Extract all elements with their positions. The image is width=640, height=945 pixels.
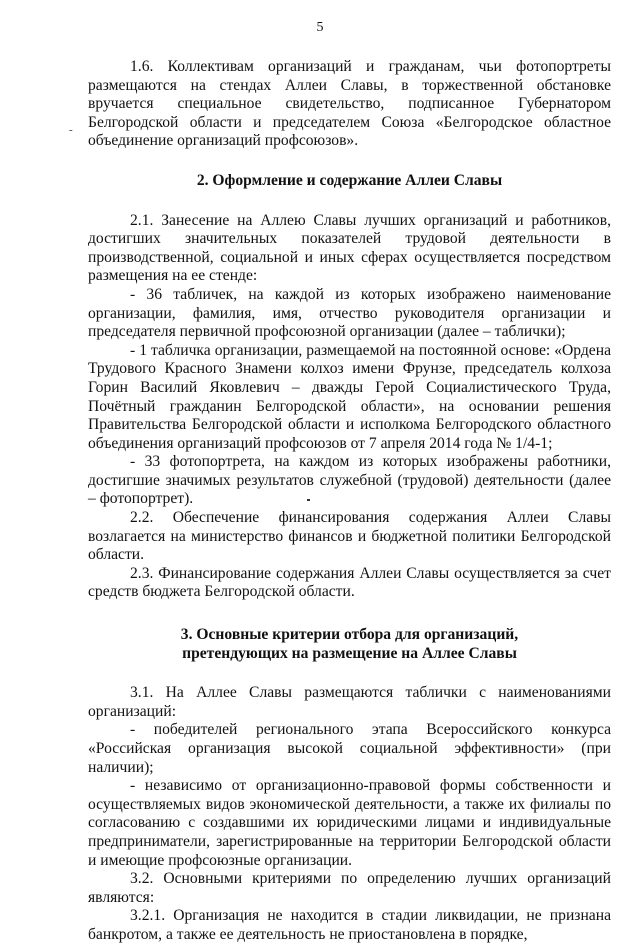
- margin-mark: -: [69, 124, 73, 136]
- section-3-heading-line-2: претендующих на размещение на Аллее Славы: [182, 644, 517, 662]
- paragraph-3-2-1: 3.2.1. Организация не находится в стадии ликвидации, не признана банкротом, а также ее деятельность не приостановлена в порядке,: [88, 907, 611, 943]
- section-2-heading: 2. Оформление и содержание Аллеи Славы: [196, 171, 503, 189]
- paragraph-2-1-item-1: - 36 табличек, на каждой из которых изображено наименование организации, фамилия, имя, отчество руководителя организации и председателя первичной профсоюзной организации (далее – таблички);: [88, 285, 611, 341]
- paragraph-2-1-item-2: - 1 табличка организации, размещаемой на постоянной основе: «Ордена Трудового Красного Знамени колхоз имени Фрунзе, председатель колхоза Горин Василий Яковлевич – дважды Герой Социалистического Труда, Почётный гражданин Белгородской области», на основании решения Правительства Белгородской области и исполкома Белгородского областного объединения организаций профсоюзов от 7 апреля 2014 года № 1/4-1;: [88, 341, 611, 452]
- page-number: 5: [316, 20, 324, 35]
- document-body: [88, 58, 611, 945]
- paragraph-3-1: 3.1. На Аллее Славы размещаются таблички с наименованиями организаций:: [88, 684, 611, 720]
- paragraph-2-2: 2.2. Обеспечение финансирования содержания Аллеи Славы возлагается на министерство финансов и бюджетной политики Белгородской области.: [88, 509, 611, 564]
- section-3-heading-line-1: 3. Основные критерии отбора для организаций,: [180, 626, 519, 644]
- paragraph-2-3: 2.3. Финансирование содержания Аллеи Славы осуществляется за счет средств бюджета Белгородской области.: [88, 564, 611, 601]
- paragraph-3-2: 3.2. Основными критериями по определению лучших организаций являются:: [88, 870, 611, 906]
- paragraph-3-1-item-2: - независимо от организационно-правовой формы собственности и осуществляемых видов экономической деятельности, а также их филиалы по согласованию с создавшими их юридическими лицами и индивидуальные предприниматели, зарегистрированные на территории Белгородской области и имеющие профсоюзные организации.: [88, 777, 611, 869]
- paragraph-3-1-item-1: - победителей регионального этапа Всероссийского конкурса «Российская организация высокой социальной эффективности» (при наличии);: [88, 721, 611, 776]
- paragraph-2-1-item-3: - 33 фотопортрета, на каждом из которых изображены работники, достигшие значимых результатов служебной (трудовой) деятельности (далее – фотопортрет).: [88, 453, 611, 508]
- paragraph-2-1: 2.1. Занесение на Аллею Славы лучших организаций и работников, достигших значительных показателей трудовой деятельности в производственной, социальной и иных сферах осуществляется посредством размещения на ее стенде:: [88, 211, 611, 285]
- paragraph-1-6: 1.6. Коллективам организаций и гражданам, чьи фотопортреты размещаются на стендах Аллеи Славы, в торжественной обстановке вручается специальное свидетельство, подписанное Губернатором Белгородской области и председателем Союза «Белгородское областное объединение организаций профсоюзов».: [88, 58, 611, 150]
